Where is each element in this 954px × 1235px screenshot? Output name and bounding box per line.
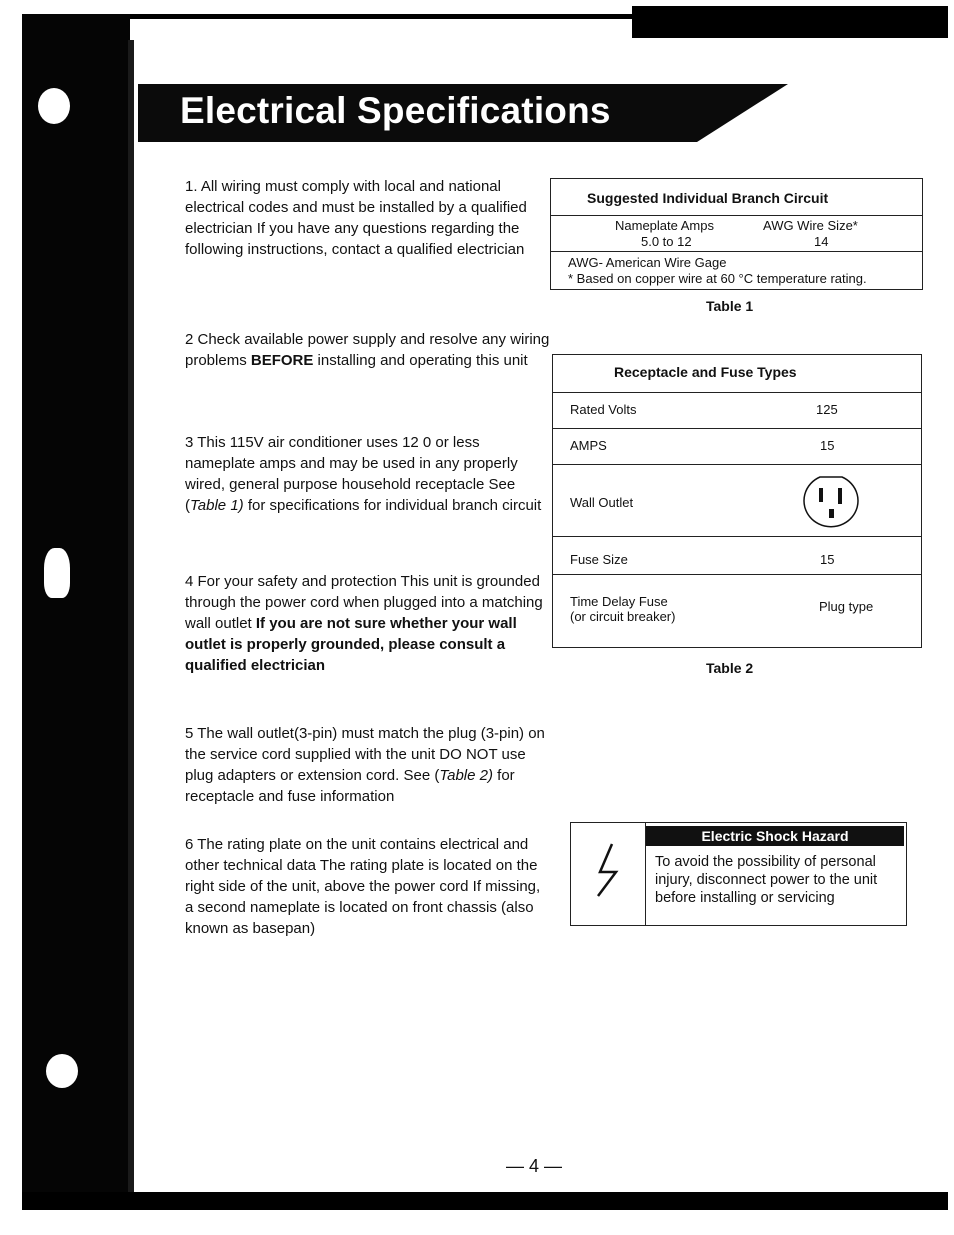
table-1-title: Suggested Individual Branch Circuit [587,190,829,206]
paragraph-3-text-c: for specifications for individual branch circuit [243,497,542,514]
table-2-row-4-label: Fuse Size [570,552,628,567]
table-1-col2-value: 14 [814,234,829,249]
paragraph-6 [185,834,550,939]
paragraph-5-table-ref: Table 2) [439,767,493,784]
binder-hole-top [38,88,70,124]
table-1-col1-header: Nameplate Amps [615,218,714,233]
bottom-border [22,1192,948,1210]
paragraph-4 [185,571,550,676]
table-1-col1-value: 5.0 to 12 [641,234,692,249]
table-2-divider-2 [552,428,921,429]
table-1-caption: Table 1 [706,298,754,314]
table-2-row-1-value: 125 [816,402,838,417]
paragraph-5-text-c: for receptacle and fuse information [185,767,515,805]
table-1-note-1: AWG- American Wire Gage [568,255,727,270]
paragraph-1 [185,176,550,260]
table-2-title: Receptacle and Fuse Types [614,364,797,380]
top-right-border [632,6,948,38]
binder-hole-bottom [46,1054,78,1088]
table-2-divider-3 [552,464,921,465]
table-2-row-5-label-2: (or circuit breaker) [570,609,676,624]
table-2-row-2-value: 15 [820,438,835,453]
wall-outlet-icon [800,474,862,530]
binding-edge-line [128,40,134,1210]
paragraph-4-emphasis: If you are not sure whether your wall outlet is properly grounded, please consult a qualified electrician [185,615,517,674]
table-1-divider-top [550,215,922,216]
paragraph-3-table-ref: Table 1) [190,497,244,514]
table-1-col2-header: AWG Wire Size* [763,218,858,233]
paragraph-1-text: 1. All wiring must comply with local and national electrical codes and must be installed by a qualified electrician If you have any questions regarding the following instructions, contact a qualified electrician [185,178,527,258]
page-number: — 4 — [506,1156,563,1176]
table-2-row-3-label: Wall Outlet [570,495,634,510]
binder-hole-middle [44,548,70,598]
paragraph-2-text-c: installing and operating this unit [313,352,528,369]
table-2-divider-4 [552,536,921,537]
paragraph-3-text-a: 3 This 115V air conditioner uses 12 0 or less nameplate amps and may be used in any properly wired, general purpose household receptacle See ( [185,434,518,514]
paragraph-2-text-a: 2 Check available power supply and resolve any wiring problems [185,331,550,369]
table-1-divider-notes [550,251,922,252]
binding-edge [22,14,130,1210]
table-2-caption: Table 2 [706,660,754,676]
paragraph-3 [185,432,550,516]
table-2-row-5-label: Time Delay Fuse [570,594,668,609]
table-1-note-2: * Based on copper wire at 60 °C temperature rating. [568,271,867,286]
paragraph-4-text-a: 4 For your safety and protection This unit is grounded through the power cord when plugged into a matching wall outlet [185,573,543,632]
table-2-row-2-label: AMPS [570,438,607,453]
paragraph-2-emphasis: BEFORE [250,352,314,369]
lightning-bolt-icon [590,842,626,898]
shock-hazard-title: Electric Shock Hazard [646,826,904,846]
table-2-row-5-value: Plug type [819,599,874,614]
table-2-divider-1 [552,392,921,393]
paragraph-6-text: 6 The rating plate on the unit contains electrical and other technical data The rating plate is located on the right side of the unit, above the power cord If missing, a second nameplate is located on front chassis (also known as basepan) [185,836,541,937]
paragraph-2 [185,329,550,371]
page-title: Electrical Specifications [180,90,611,131]
table-2-divider-5 [552,574,921,575]
paragraph-5 [185,723,550,807]
shock-hazard-text: To avoid the possibility of personal injury, disconnect power to the unit before installing or servicing [655,854,878,906]
table-2-row-4-value: 15 [820,552,835,567]
paragraph-5-text-a: 5 The wall outlet(3-pin) must match the plug (3-pin) on the service cord supplied with the unit DO NOT use plug adapters or extension cord. See ( [185,725,545,784]
table-2-row-1-label: Rated Volts [570,402,637,417]
